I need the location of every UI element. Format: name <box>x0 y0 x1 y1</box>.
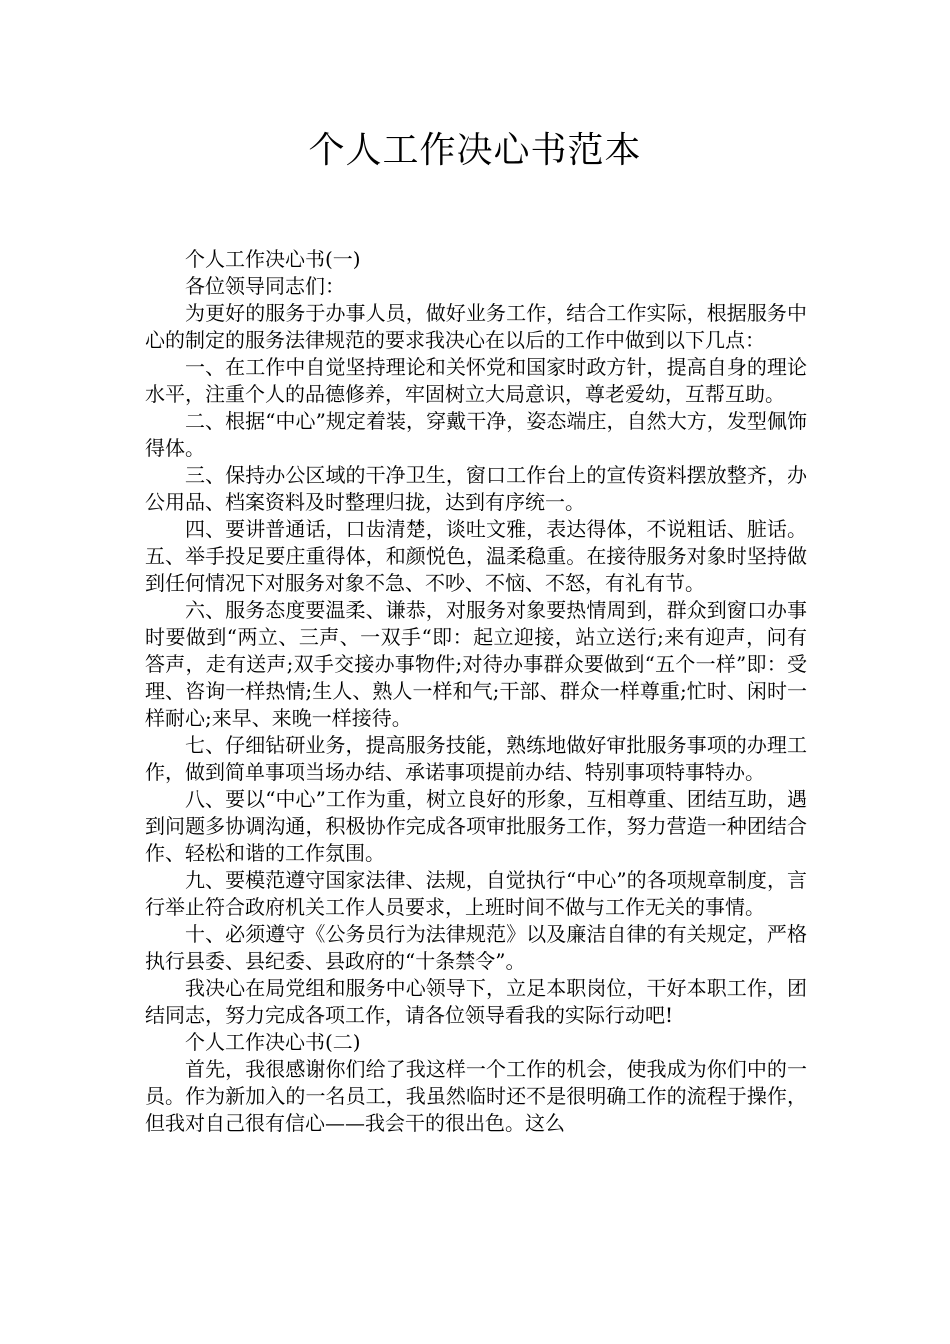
point-8: 八、要以“中心”工作为重，树立良好的形象，互相尊重、团结互助，遇到问题多协调沟通，积极协作完成各项审批服务工作，努力营造一种团结合作、轻松和谐的工作氛围。 <box>145 787 807 865</box>
section-heading-1: 个人工作决心书(一) <box>185 247 361 271</box>
point-2: 二、根据“中心”规定着装，穿戴干净，姿态端庄，自然大方，发型佩饰得体。 <box>145 409 807 460</box>
point-6: 六、服务态度要温柔、谦恭，对服务对象要热情周到，群众到窗口办事时要做到“两立、三声、一双手“即：起立迎接，站立送行;来有迎声，问有答声，走有送声;双手交接办事物件;对待办事群众要做到“五个一样”即：受理、咨询一样热情;生人、熟人一样和气;干部、群众一样尊重;忙时、闲时一样耐心;来早、来晚一样接待。 <box>145 598 807 730</box>
document-title: 个人工作决心书范本 <box>308 130 642 171</box>
salutation: 各位领导同志们： <box>185 274 345 298</box>
point-10: 十、必须遵守《公务员行为法律规范》以及廉洁自律的有关规定，严格执行县委、县纪委、县政府的“十条禁令”。 <box>145 922 807 973</box>
point-1: 一、在工作中自觉坚持理论和关怀党和国家时政方针，提高自身的理论水平，注重个人的品德修养，牢固树立大局意识，尊老爱幼，互帮互助。 <box>145 355 807 406</box>
point-9: 九、要模范遵守国家法律、法规，自觉执行“中心”的各项规章制度，言行举止符合政府机关工作人员要求，上班时间不做与工作无关的事情。 <box>145 868 807 919</box>
document-body <box>145 246 807 1137</box>
section-heading-2: 个人工作决心书(二) <box>185 1030 361 1054</box>
section-2-paragraph: 首先，我很感谢你们给了我这样一个工作的机会，使我成为你们中的一员。作为新加入的一名员工，我虽然临时还不是很明确工作的流程于操作，但我对自己很有信心——我会干的很出色。这么 <box>145 1057 807 1135</box>
closing-paragraph: 我决心在局党组和服务中心领导下，立足本职岗位，干好本职工作，团结同志，努力完成各项工作，请各位领导看我的实际行动吧! <box>145 976 807 1027</box>
point-7: 七、仔细钻研业务，提高服务技能，熟练地做好审批服务事项的办理工作，做到简单事项当场办结、承诺事项提前办结、特别事项特事特办。 <box>145 733 807 784</box>
point-3: 三、保持办公区域的干净卫生，窗口工作台上的宣传资料摆放整齐，办公用品、档案资料及时整理归拢，达到有序统一。 <box>145 463 807 514</box>
intro-paragraph: 为更好的服务于办事人员，做好业务工作，结合工作实际，根据服务中心的制定的服务法律规范的要求我决心在以后的工作中做到以下几点： <box>145 301 807 352</box>
point-4-5: 四、要讲普通话，口齿清楚，谈吐文雅，表达得体，不说粗话、脏话。 五、举手投足要庄重得体，和颜悦色，温柔稳重。在接待服务对象时坚持做到任何情况下对服务对象不急、不吵、不恼、不怒，有礼有节。 <box>145 517 807 595</box>
